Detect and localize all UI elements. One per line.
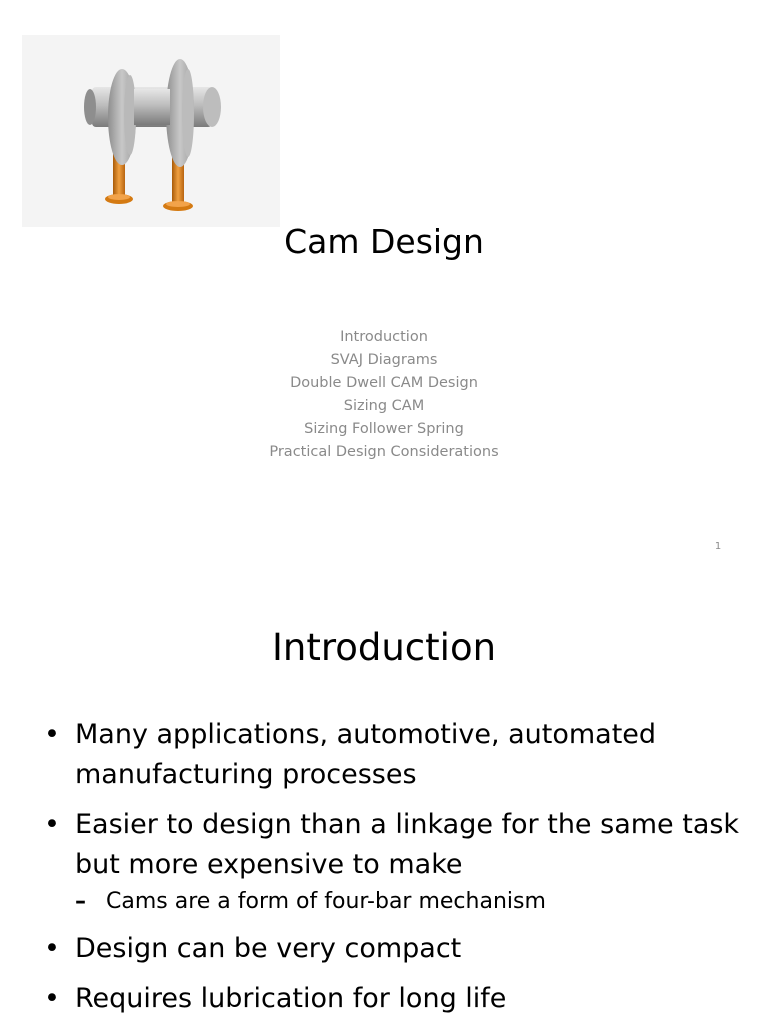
bullet-marker: • <box>44 983 60 1014</box>
bullet-text: Many applications, automotive, automated manufacturing processes <box>75 719 657 790</box>
slide-title: Cam Design <box>284 222 484 261</box>
subtitle-line: Double Dwell CAM Design <box>290 375 478 391</box>
bullet-marker: • <box>44 933 60 964</box>
subtitle-line: Sizing CAM <box>343 398 425 414</box>
subtitle-list <box>0 326 768 464</box>
bullet-marker: • <box>44 809 60 840</box>
slide-title: Introduction <box>271 626 497 669</box>
sub-bullet-item <box>44 887 744 917</box>
cam-shaft-icon <box>22 35 280 227</box>
subtitle-line: Practical Design Considerations <box>269 444 499 460</box>
sub-bullet-marker: – <box>75 889 86 914</box>
subtitle-line: Sizing Follower Spring <box>304 421 464 437</box>
bullet-text: Design can be very compact <box>75 933 462 964</box>
subtitle-line: Introduction <box>340 329 428 345</box>
page-number: 1 <box>714 541 722 552</box>
sub-bullet-text: Cams are a form of four-bar mechanism <box>106 889 546 914</box>
bullet-marker: • <box>44 719 60 750</box>
slide-2 <box>0 575 768 1024</box>
bullet-list <box>44 715 744 1029</box>
bullet-item <box>44 805 744 885</box>
bullet-item <box>44 929 744 969</box>
bullet-text: Requires lubrication for long life <box>75 983 507 1014</box>
bullet-text: Easier to design than a linkage for the same task but more expensive to make <box>75 809 740 880</box>
cam-shaft-illustration <box>22 35 280 227</box>
bullet-item <box>44 979 744 1019</box>
subtitle-line: SVAJ Diagrams <box>330 352 438 368</box>
bullet-item <box>44 715 744 795</box>
